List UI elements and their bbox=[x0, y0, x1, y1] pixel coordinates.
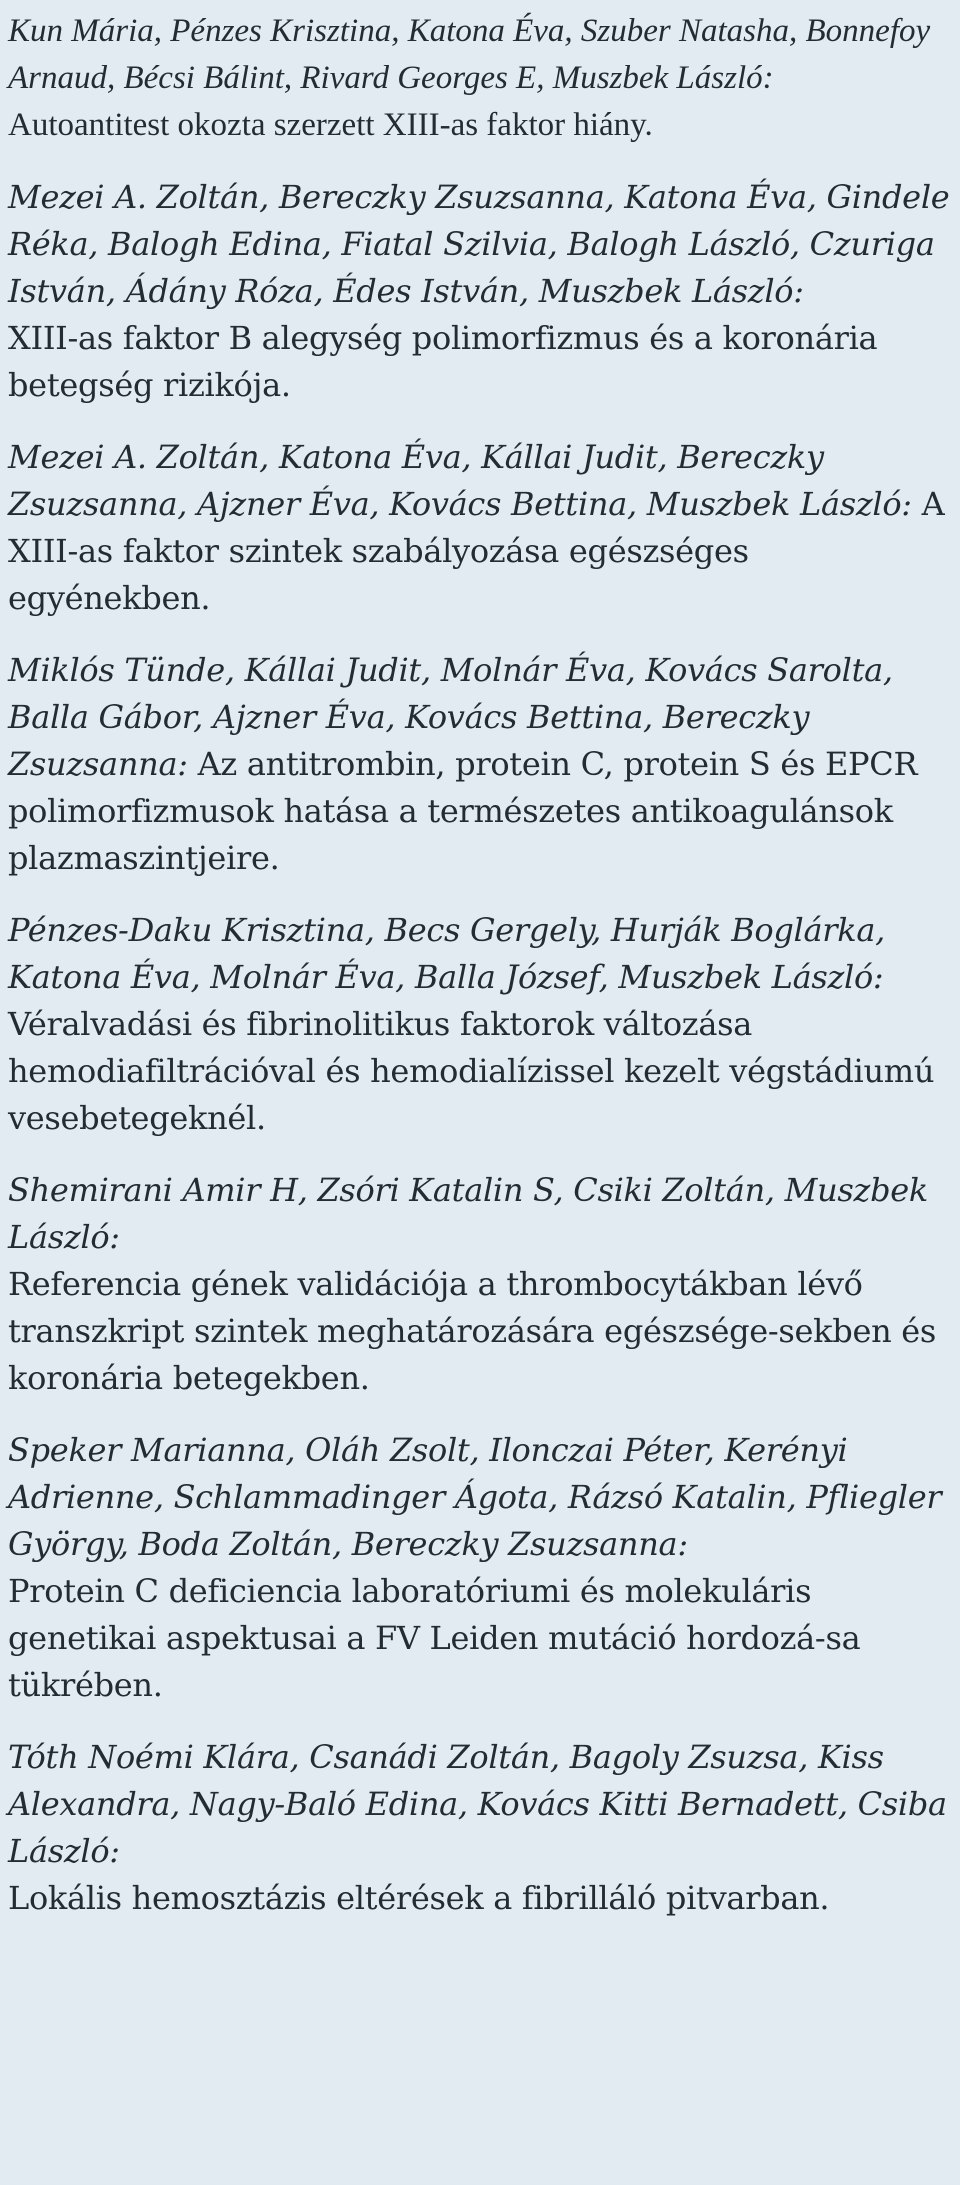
abstract-entry-8 bbox=[8, 1734, 950, 1922]
entry-title: Protein C deficiencia laboratóriumi és molekuláris genetikai aspektusai a FV Leiden mutáció hordozá-sa tükrében. bbox=[8, 1572, 861, 1704]
abstract-entry-5 bbox=[8, 907, 950, 1142]
entry-title: Autoantitest okozta szerzett XIII-as faktor hiány. bbox=[8, 107, 653, 143]
entry-title: Az antitrombin, protein C, protein S és EPCR polimorfizmusok hatása a természetes antikoagulánsok plazmaszintjeire. bbox=[8, 745, 918, 877]
abstract-entry-4 bbox=[8, 647, 950, 882]
abstract-entry-3 bbox=[8, 434, 950, 622]
entry-authors: Speker Marianna, Oláh Zsolt, Ilonczai Péter, Kerényi Adrienne, Schlammadinger Ágota, Rázsó Katalin, Pfliegler György, Boda Zoltán, Bereczky Zsuzsanna: bbox=[8, 1431, 942, 1563]
entry-authors: Mezei A. Zoltán, Bereczky Zsuzsanna, Katona Éva, Gindele Réka, Balogh Edina, Fiatal Szilvia, Balogh László, Czuriga István, Ádány Róza, Édes István, Muszbek László: bbox=[8, 178, 950, 310]
entry-authors: Mezei A. Zoltán, Katona Éva, Kállai Judit, Bereczky Zsuzsanna, Ajzner Éva, Kovács Bettina, Muszbek László: bbox=[8, 438, 912, 523]
entry-title: XIII-as faktor B alegység polimorfizmus és a koronária betegség rizikója. bbox=[8, 319, 878, 404]
entry-title: Véralvadási és fibrinolitikus faktorok változása hemodiafiltrációval és hemodialízissel kezelt végstádiumú vesebetegeknél. bbox=[8, 1005, 935, 1137]
entry-title: Lokális hemosztázis eltérések a fibrilláló pitvarban. bbox=[8, 1879, 830, 1917]
abstract-entry-7 bbox=[8, 1427, 950, 1709]
entry-authors: Kun Mária, Pénzes Krisztina, Katona Éva, Szuber Natasha, Bonnefoy Arnaud, Bécsi Bálint, Rivard Georges E, Muszbek László: bbox=[8, 13, 931, 96]
entry-authors: Shemirani Amir H, Zsóri Katalin S, Csiki Zoltán, Muszbek László: bbox=[8, 1171, 928, 1256]
entry-authors: Tóth Noémi Klára, Csanádi Zoltán, Bagoly Zsuzsa, Kiss Alexandra, Nagy-Baló Edina, Kovács Kitti Bernadett, Csiba László: bbox=[8, 1738, 947, 1870]
abstract-entry-6 bbox=[8, 1167, 950, 1402]
abstract-entry-1 bbox=[8, 8, 950, 149]
entry-authors: Pénzes-Daku Krisztina, Becs Gergely, Hurják Boglárka, Katona Éva, Molnár Éva, Balla József, Muszbek László: bbox=[8, 911, 886, 996]
abstract-entry-2 bbox=[8, 174, 950, 409]
entry-title: A XIII-as faktor szintek szabályozása egészséges egyénekben. bbox=[8, 485, 945, 617]
entry-title: Referencia gének validációja a thrombocytákban lévő transzkript szintek meghatározására egészsége-sekben és koronária betegekben. bbox=[8, 1265, 937, 1397]
entry-authors: Miklós Tünde, Kállai Judit, Molnár Éva, Kovács Sarolta, Balla Gábor, Ajzner Éva, Kovács Bettina, Bereczky Zsuzsanna: bbox=[8, 651, 893, 783]
